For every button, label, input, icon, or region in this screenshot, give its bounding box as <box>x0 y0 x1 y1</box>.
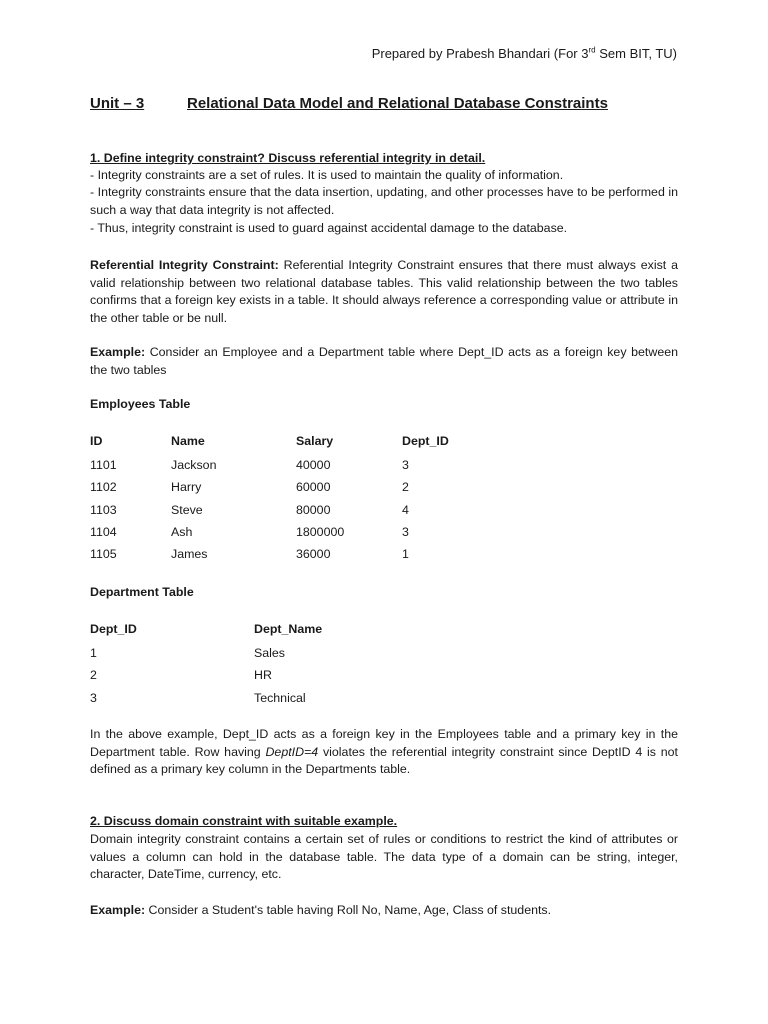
bullet-2: - Integrity constraints ensure that the data insertion, updating, and other processes have to be performed in such a way that data integrity is not affected. <box>90 185 678 217</box>
bullet-1: - Integrity constraints are a set of rules. It is used to maintain the quality of information. <box>90 168 564 182</box>
page-header <box>372 46 677 61</box>
referential-integrity-paragraph <box>90 257 678 328</box>
header-superscript: rd <box>588 45 596 55</box>
column-header: Dept_Name <box>254 622 323 636</box>
table-row <box>90 525 482 547</box>
table-cell: Technical <box>254 690 306 705</box>
ric-text: Referential Integrity Constraint ensures that there must always exist a valid relationship between two relational database tables. This valid relationship between the two tables confirms that a foreign key exists in a table. It should always reference a corresponding value or attribute in the other table or be null. <box>90 258 678 326</box>
table-row <box>90 458 482 480</box>
conclusion-emphasis: DeptID=4 <box>265 744 319 759</box>
table-cell: 1101 <box>90 458 117 472</box>
table-cell: 40000 <box>296 458 331 472</box>
conclusion-text-a: In the above example, Dept_ID acts as a foreign key in the Employees table and a primary key in the Department table. Row having <box>90 727 678 759</box>
table-cell: Jackson <box>171 458 217 472</box>
table-cell: Steve <box>171 502 203 517</box>
department-table <box>90 622 374 713</box>
table-cell: 60000 <box>296 480 331 495</box>
table-cell: 36000 <box>296 547 331 562</box>
table-cell: 1102 <box>90 480 117 495</box>
table-cell: 3 <box>402 524 409 539</box>
table-cell: 1103 <box>90 502 117 517</box>
table-cell: Ash <box>171 524 193 539</box>
table-cell: 1105 <box>90 547 117 562</box>
table-row <box>90 480 482 502</box>
column-header: Salary <box>296 434 334 448</box>
column-header: Name <box>171 434 205 448</box>
table-header-row <box>90 434 482 458</box>
example-paragraph <box>90 344 678 379</box>
table-cell: Harry <box>171 480 202 495</box>
employees-table-title: Employees Table <box>90 397 191 411</box>
table-cell: James <box>171 547 208 562</box>
domain-example-text: Consider a Student's table having Roll No, Name, Age, Class of students. <box>145 903 552 917</box>
conclusion-paragraph <box>90 726 678 779</box>
table-row <box>90 691 374 713</box>
table-cell: 1 <box>402 547 409 562</box>
unit-title: Relational Data Model and Relational Database Constraints <box>187 95 608 112</box>
example-text: Consider an Employee and a Department table where Dept_ID acts as a foreign key between the two tables <box>90 345 678 377</box>
header-suffix: Sem BIT, TU) <box>595 46 677 61</box>
question-2-heading: 2. Discuss domain constraint with suitable example. <box>90 814 398 828</box>
domain-example-paragraph <box>90 902 678 920</box>
table-cell: 3 <box>90 690 97 705</box>
question-1-heading: 1. Define integrity constraint? Discuss referential integrity in detail. <box>90 151 486 165</box>
domain-constraint-paragraph: Domain integrity constraint contains a certain set of rules or conditions to restrict the kind of attributes or values a column can hold in the database table. The data type of a domain can be string, integer, character, DateTime, currency, etc. <box>90 832 678 882</box>
table-row <box>90 668 374 690</box>
table-cell: 2 <box>402 480 409 495</box>
table-cell: 3 <box>402 458 409 472</box>
conclusion-text-b: violates the referential integrity constraint since DeptID 4 is not defined as a primary key column in the Departments table. <box>90 744 678 777</box>
table-cell: 80000 <box>296 502 331 517</box>
column-header: ID <box>90 434 103 448</box>
table-row <box>90 547 482 569</box>
table-cell: 1 <box>90 646 97 660</box>
ric-label: Referential Integrity Constraint: <box>90 258 279 272</box>
unit-label: Unit – 3 <box>90 95 145 112</box>
column-header: Dept_ID <box>90 622 137 636</box>
department-table-title: Department Table <box>90 585 194 599</box>
table-cell: Sales <box>254 646 285 660</box>
table-row <box>90 646 374 668</box>
table-header-row <box>90 622 374 646</box>
table-row <box>90 503 482 525</box>
header-prefix: Prepared by Prabesh Bhandari (For 3 <box>371 46 589 61</box>
domain-example-label: Example: <box>90 903 146 917</box>
column-header: Dept_ID <box>402 434 449 448</box>
table-cell: 1800000 <box>296 524 345 539</box>
table-cell: 2 <box>90 668 97 683</box>
example-label: Example: <box>90 345 146 359</box>
table-cell: HR <box>254 668 272 683</box>
bullet-3: - Thus, integrity constraint is used to guard against accidental damage to the database. <box>90 221 568 235</box>
table-cell: 1104 <box>90 524 117 539</box>
table-cell: 4 <box>402 502 409 517</box>
employees-table <box>90 434 482 569</box>
